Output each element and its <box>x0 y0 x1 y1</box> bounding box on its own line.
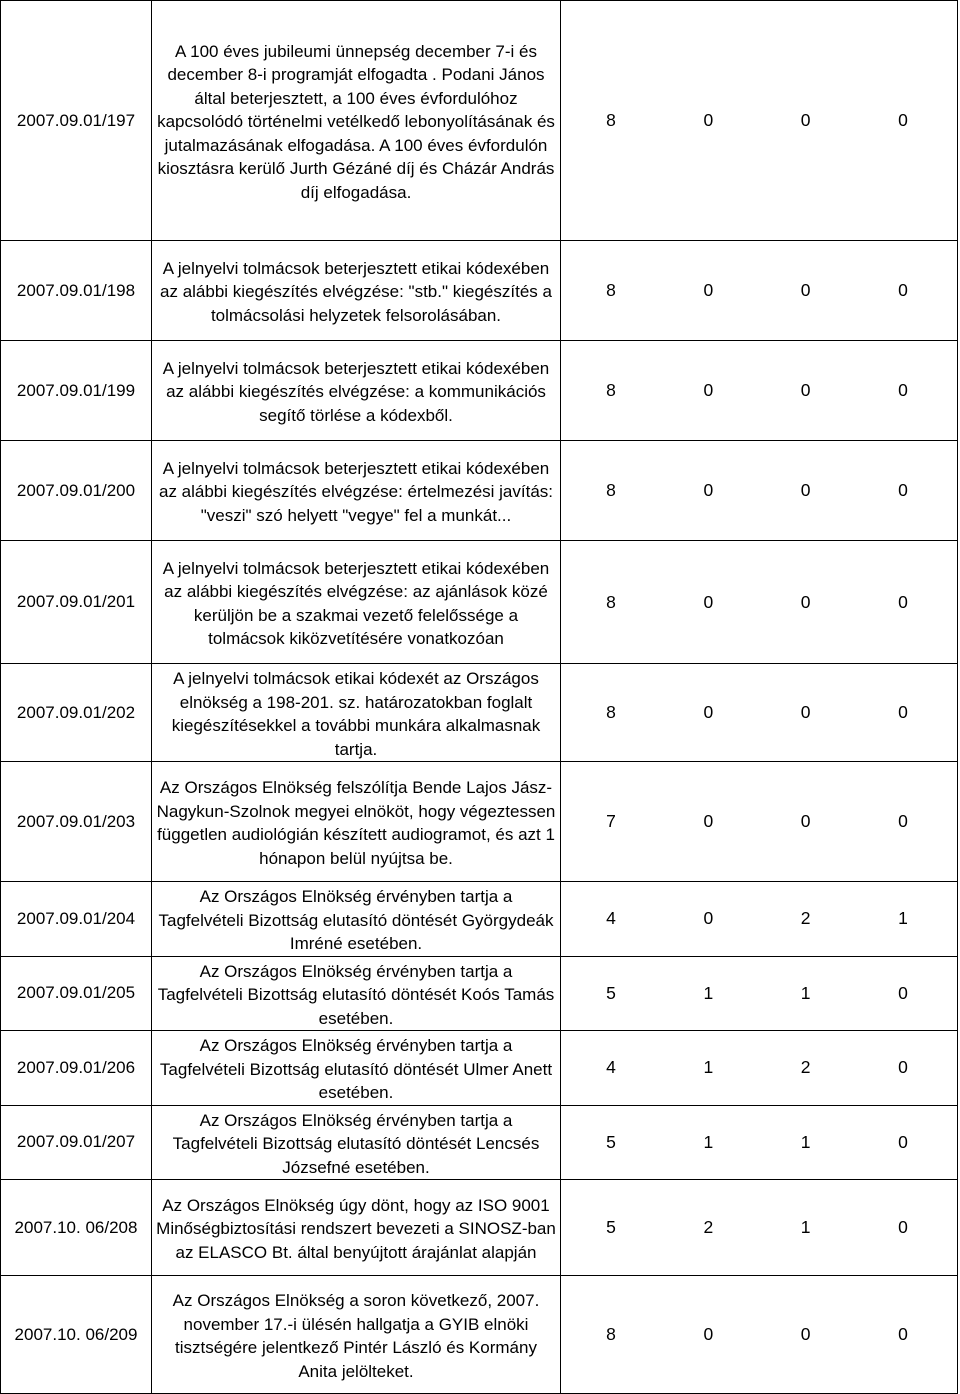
vote-count: 0 <box>898 811 908 831</box>
resolution-id: 2007.09.01/198 <box>1 241 152 341</box>
vote-count: 0 <box>898 1131 908 1152</box>
vote-count: 2 <box>703 1217 714 1237</box>
vote-count: 0 <box>703 908 714 929</box>
table-row <box>1 441 958 541</box>
vote-count: 0 <box>898 380 908 400</box>
vote-count: 8 <box>606 480 616 500</box>
resolution-text: Az Országos Elnökség érvényben tartja a Tagfelvételi Bizottság elutasító döntését Koós Tamás esetében. <box>152 956 561 1031</box>
vote-count: 5 <box>606 1131 616 1152</box>
resolution-text: Az Országos Elnökség érvényben tartja a Tagfelvételi Bizottság elutasító döntését Györgydeák Imréné esetében. <box>152 882 561 957</box>
vote-count: 0 <box>800 702 811 722</box>
resolution-text: A jelnyelvi tolmácsok beterjesztett etikai kódexében az alábbi kiegészítés elvégzése: "stb." kiegészítés a tolmácsolási helyzetek felsorolásában. <box>152 241 561 341</box>
vote-counts <box>561 762 958 882</box>
table-row <box>1 1105 958 1180</box>
vote-counts <box>561 1031 958 1106</box>
resolution-id: 2007.09.01/204 <box>1 882 152 957</box>
vote-count: 0 <box>898 1217 908 1237</box>
vote-count: 0 <box>898 480 908 500</box>
table-row <box>1 956 958 1031</box>
resolution-id: 2007.09.01/200 <box>1 441 152 541</box>
vote-counts <box>561 1276 958 1394</box>
vote-count: 0 <box>800 110 811 130</box>
table-row <box>1 541 958 664</box>
vote-count: 2 <box>800 908 811 929</box>
vote-count: 4 <box>606 1057 616 1078</box>
resolution-id: 2007.09.01/201 <box>1 541 152 664</box>
vote-counts <box>561 1105 958 1180</box>
vote-count: 0 <box>800 380 811 400</box>
vote-count: 7 <box>606 811 616 831</box>
table-row <box>1 762 958 882</box>
vote-count: 0 <box>703 591 714 612</box>
resolution-text: A 100 éves jubileumi ünnepség december 7-i és december 8-i programját elfogadta . Podani János által beterjesztett, a 100 éves évfordulóhoz kapcsolódó történelmi vetélkedő lebonyolításának és jutalmazásának elfogadása. A 100 éves évfordulón kiosztásra kerülő Jurth Gézáné díj és Cházár András díj elfogadása. <box>152 1 561 241</box>
vote-counts <box>561 1180 958 1276</box>
resolution-id: 2007.09.01/197 <box>1 1 152 241</box>
resolution-text: Az Országos Elnökség érvényben tartja a Tagfelvételi Bizottság elutasító döntését Ulmer Anett esetében. <box>152 1031 561 1106</box>
table-row <box>1 882 958 957</box>
resolution-text: A jelnyelvi tolmácsok beterjesztett etikai kódexében az alábbi kiegészítés elvégzése: a kommunikációs segítő törlése a kódexből. <box>152 341 561 441</box>
vote-count: 0 <box>703 380 714 400</box>
vote-count: 0 <box>703 811 714 831</box>
resolution-text: Az Országos Elnökség úgy dönt, hogy az ISO 9001 Minőségbiztosítási rendszert bevezeti a SINOSZ-ban az ELASCO Bt. által benyújtott árajánlat alapján <box>152 1180 561 1276</box>
vote-count: 0 <box>898 110 908 130</box>
vote-counts <box>561 882 958 957</box>
vote-count: 0 <box>898 591 908 612</box>
table-row <box>1 1180 958 1276</box>
vote-count: 2 <box>800 1057 811 1078</box>
vote-count: 1 <box>703 1131 714 1152</box>
vote-count: 0 <box>898 1057 908 1078</box>
vote-count: 1 <box>703 1057 714 1078</box>
vote-count: 0 <box>800 1324 811 1344</box>
resolution-id: 2007.09.01/203 <box>1 762 152 882</box>
vote-count: 0 <box>800 480 811 500</box>
vote-count: 4 <box>606 908 616 929</box>
vote-count: 1 <box>800 1131 811 1152</box>
vote-count: 0 <box>800 811 811 831</box>
vote-counts <box>561 1 958 241</box>
resolution-text: A jelnyelvi tolmácsok beterjesztett etikai kódexében az alábbi kiegészítés elvégzése: az ajánlások közé kerüljön be a szakmai vezető felelőssége a tolmácsok kiközvetítésére vonatkozóan <box>152 541 561 664</box>
vote-counts <box>561 241 958 341</box>
vote-count: 0 <box>800 591 811 612</box>
resolution-id: 2007.10. 06/209 <box>1 1276 152 1394</box>
vote-count: 5 <box>606 1217 616 1237</box>
vote-count: 0 <box>703 480 714 500</box>
vote-count: 0 <box>703 702 714 722</box>
vote-count: 0 <box>703 110 714 130</box>
resolution-text: A jelnyelvi tolmácsok etikai kódexét az Országos elnökség a 198-201. sz. határozatokban foglalt kiegészítésekkel a további munkára alkalmasnak tartja. <box>152 664 561 762</box>
vote-count: 1 <box>703 982 714 1003</box>
resolution-id: 2007.09.01/205 <box>1 956 152 1031</box>
vote-counts <box>561 541 958 664</box>
vote-count: 8 <box>606 591 616 612</box>
vote-count: 1 <box>898 908 908 929</box>
vote-counts <box>561 341 958 441</box>
vote-count: 0 <box>898 702 908 722</box>
resolution-text: Az Országos Elnökség a soron következő, 2007. november 17.-i ülésén hallgatja a GYIB elnöki tisztségére jelentkező Pintér László és Kormány Anita jelölteket. <box>152 1276 561 1394</box>
table-row <box>1 1 958 241</box>
vote-count: 8 <box>606 280 616 300</box>
vote-count: 1 <box>800 982 811 1003</box>
vote-counts <box>561 664 958 762</box>
table-row <box>1 241 958 341</box>
vote-count: 0 <box>800 280 811 300</box>
vote-counts <box>561 956 958 1031</box>
resolution-text: Az Országos Elnökség érvényben tartja a Tagfelvételi Bizottság elutasító döntését Lencsés Józsefné esetében. <box>152 1105 561 1180</box>
resolution-id: 2007.09.01/207 <box>1 1105 152 1180</box>
resolution-id: 2007.10. 06/208 <box>1 1180 152 1276</box>
table-row <box>1 1276 958 1394</box>
vote-count: 8 <box>606 110 616 130</box>
vote-count: 8 <box>606 702 616 722</box>
vote-count: 0 <box>703 280 714 300</box>
table-row <box>1 341 958 441</box>
resolution-text: Az Országos Elnökség felszólítja Bende Lajos Jász-Nagykun-Szolnok megyei elnököt, hogy végeztessen független audiológián készített audiogramot, és azt 1 hónapon belül nyújtsa be. <box>152 762 561 882</box>
table-row <box>1 1031 958 1106</box>
vote-count: 1 <box>800 1217 811 1237</box>
table-row <box>1 664 958 762</box>
vote-counts <box>561 441 958 541</box>
vote-count: 8 <box>606 380 616 400</box>
vote-count: 5 <box>606 982 616 1003</box>
vote-count: 0 <box>898 280 908 300</box>
resolution-text: A jelnyelvi tolmácsok beterjesztett etikai kódexében az alábbi kiegészítés elvégzése: értelmezési javítás: "veszi" szó helyett "vegye" fel a munkát... <box>152 441 561 541</box>
resolution-id: 2007.09.01/202 <box>1 664 152 762</box>
resolution-id: 2007.09.01/199 <box>1 341 152 441</box>
vote-count: 0 <box>898 1324 908 1344</box>
vote-count: 0 <box>703 1324 714 1344</box>
resolution-id: 2007.09.01/206 <box>1 1031 152 1106</box>
vote-count: 0 <box>898 982 908 1003</box>
vote-count: 8 <box>606 1324 616 1344</box>
